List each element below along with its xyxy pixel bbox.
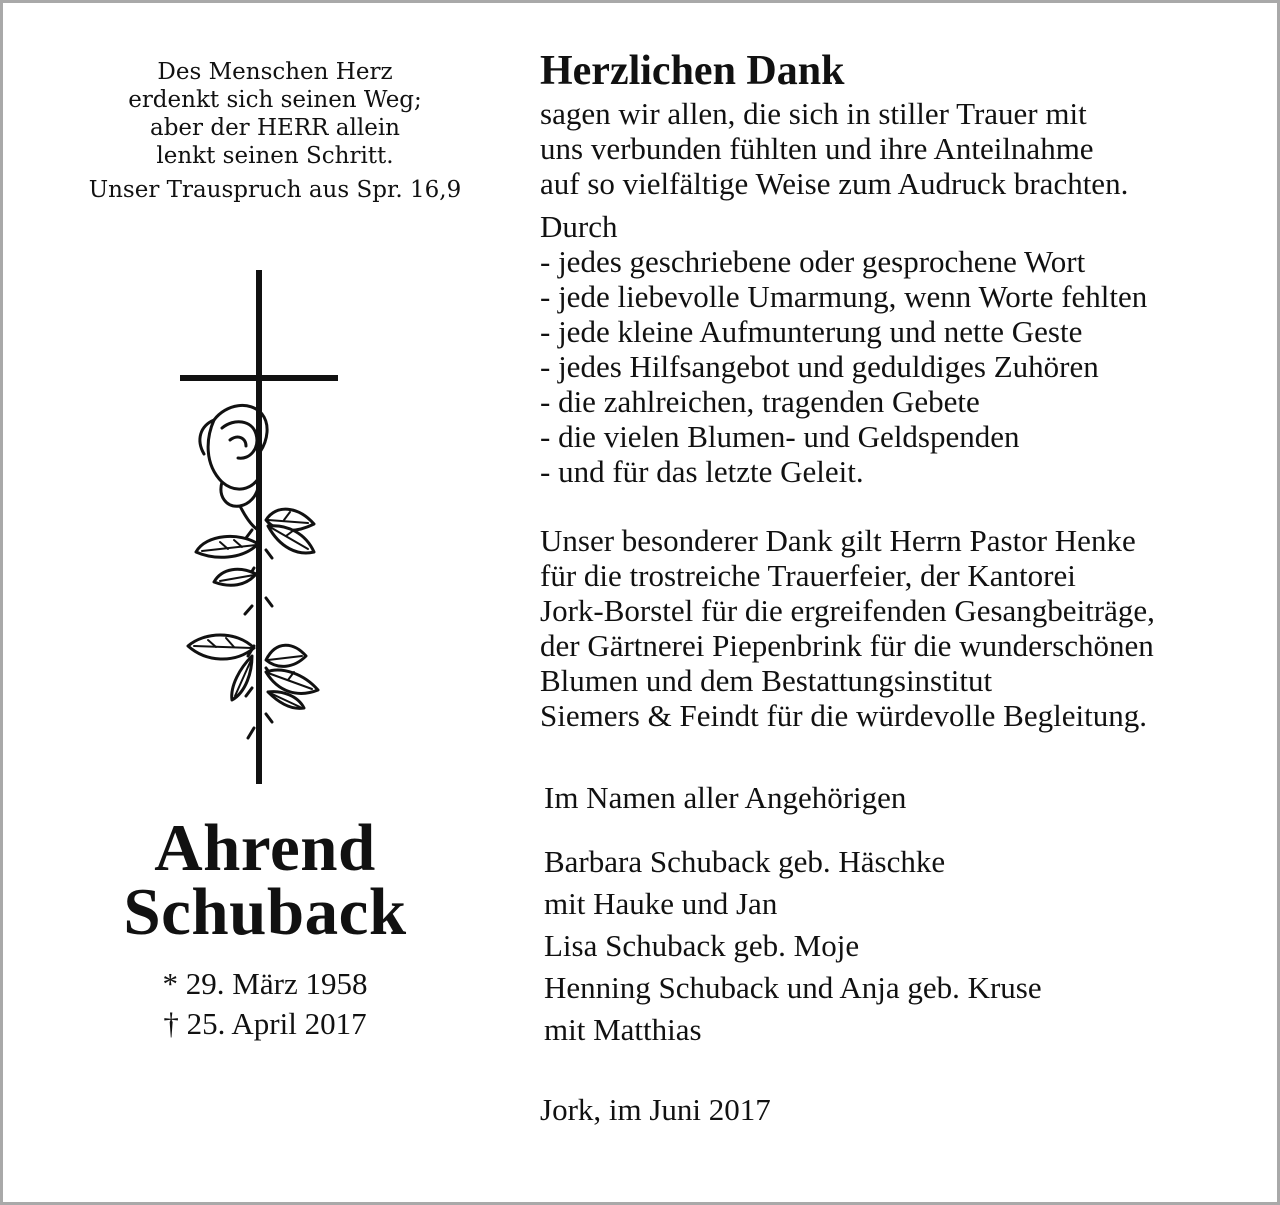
list-item: - jedes Hilfsangebot und geduldiges Zuhören	[540, 349, 1099, 384]
birth-date: * 29. März 1958	[162, 966, 368, 1001]
family-member: Barbara Schuback geb. Häschke	[544, 844, 946, 879]
family-member: Lisa Schuback geb. Moje	[544, 928, 860, 963]
family-member: Henning Schuback und Anja geb. Kruse	[544, 970, 1042, 1005]
special-line: Unser besonderer Dank gilt Herrn Pastor Henke	[540, 523, 1136, 558]
special-line: der Gärtnerei Piepenbrink für die wunderschönen	[540, 628, 1154, 663]
special-thanks	[540, 523, 1260, 733]
verse-line-3: aber der HERR allein	[150, 115, 400, 141]
life-dates	[30, 964, 500, 1044]
list-item: - jede liebevolle Umarmung, wenn Worte fehlten	[540, 279, 1148, 314]
list-item: - und für das letzte Geleit.	[540, 454, 864, 489]
thanks-list	[540, 209, 1260, 489]
verse-line-4: lenkt seinen Schritt.	[156, 143, 394, 169]
thanks-block	[540, 46, 1260, 1131]
list-item: - jede kleine Aufmunterung und nette Geste	[540, 314, 1083, 349]
list-intro: Durch	[540, 209, 618, 244]
thanks-intro	[540, 96, 1260, 201]
verse-reference: Unser Trauspruch aus Spr. 16,9	[88, 177, 462, 203]
place-date: Jork, im Juni 2017	[540, 1092, 771, 1127]
special-line: für die trostreiche Trauerfeier, der Kantorei	[540, 558, 1076, 593]
list-item: - die zahlreichen, tragenden Gebete	[540, 384, 980, 419]
special-line: Siemers & Feindt für die würdevolle Begleitung.	[540, 698, 1147, 733]
verse-block	[40, 58, 510, 204]
verse-line-2: erdenkt sich seinen Weg;	[128, 87, 422, 113]
thanks-heading: Herzlichen Dank	[540, 48, 845, 94]
special-line: Jork-Borstel für die ergreifenden Gesangbeiträge,	[540, 593, 1155, 628]
list-item: - jedes geschriebene oder gesprochene Wort	[540, 244, 1086, 279]
list-item: - die vielen Blumen- und Geldspenden	[540, 419, 1020, 454]
signature-block	[540, 777, 1260, 1131]
verse-line-1: Des Menschen Herz	[157, 59, 393, 85]
special-line: Blumen und dem Bestattungsinstitut	[540, 663, 993, 698]
intro-line: uns verbunden fühlten und ihre Anteilnahme	[540, 131, 1094, 166]
deceased-last-name: Schuback	[123, 875, 407, 949]
intro-line: auf so vielfältige Weise zum Audruck brachten.	[540, 166, 1129, 201]
family-member: mit Matthias	[544, 1012, 702, 1047]
cross-with-rose-icon	[170, 268, 350, 788]
intro-line: sagen wir allen, die sich in stiller Trauer mit	[540, 96, 1087, 131]
deceased-first-name: Ahrend	[154, 811, 376, 885]
deceased-name	[30, 811, 500, 949]
death-date: † 25. April 2017	[163, 1006, 367, 1041]
family-member: mit Hauke und Jan	[544, 886, 778, 921]
on-behalf-line: Im Namen aller Angehörigen	[544, 780, 907, 815]
